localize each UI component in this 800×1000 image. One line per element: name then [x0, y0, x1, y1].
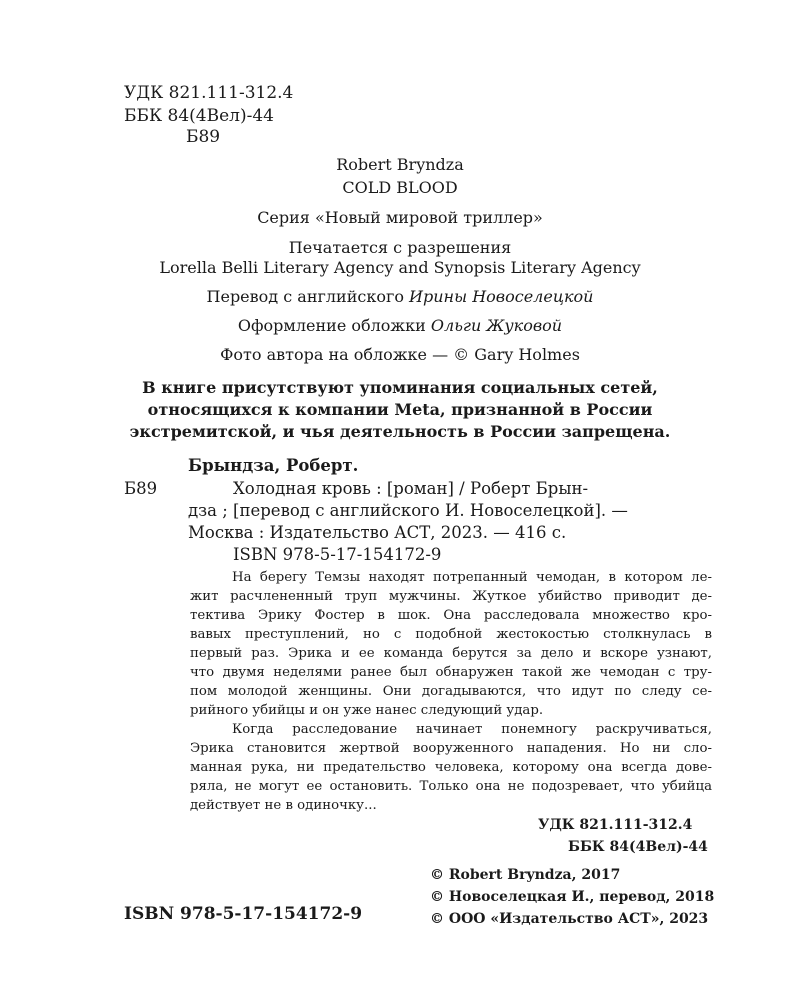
author-mark: Б89	[186, 127, 221, 147]
bbk-code: ББК 84(4Вел)-44	[124, 106, 274, 126]
annotation-line: действует не в одиночку...	[190, 798, 377, 813]
biblio-line-3: Москва : Издательство АСТ, 2023. — 416 с.	[188, 523, 567, 542]
permission-line-1: Печатается с разрешения	[288, 238, 512, 257]
copyright-line: © Новоселецкая И., перевод, 2018	[430, 889, 715, 905]
biblio-line-1: Холодная кровь : [роман] / Роберт Брын-	[233, 479, 589, 498]
photo-credit-line: Фото автора на обложке — © Gary Holmes	[220, 345, 580, 364]
annotation-line: первый раз. Эрика и ее команда берутся за дело и вскоре узнают,	[190, 646, 712, 661]
translation-line	[0, 286, 800, 307]
notice-line-2: относящихся к компании Meta, признанной в России	[147, 400, 653, 419]
biblio-line-2: дза ; [перевод с английского И. Новоселецкой]. —	[188, 501, 628, 520]
annotation-line: вавых преступлений, но с подобной жестокостью столкнулась в	[190, 627, 712, 642]
cover-prefix: Оформление обложки	[237, 316, 431, 335]
notice-line-1: В книге присутствуют упоминания социальных сетей,	[142, 378, 658, 397]
annotation-line: Эрика становится жертвой вооруженного нападения. Но ни сло-	[190, 741, 712, 756]
translator-name: Ирины Новоселецкой	[409, 287, 594, 306]
cover-designer-name: Ольги Жуковой	[430, 316, 563, 335]
biblio-isbn: ISBN 978-5-17-154172-9	[233, 545, 442, 564]
footer-udk: УДК 821.111-312.4	[538, 817, 693, 833]
title-en: COLD BLOOD	[342, 178, 458, 197]
permission-line-2: Lorella Belli Literary Agency and Synopsis Literary Agency	[159, 258, 641, 277]
annotation-line: что двумя неделями ранее был обнаружен такой же чемодан с тру-	[190, 665, 712, 680]
udk-code: УДК 821.111-312.4	[124, 83, 294, 103]
footer-isbn: ISBN 978-5-17-154172-9	[124, 904, 363, 924]
annotation-line: рийного убийцы и он уже нанес следующий удар.	[190, 703, 544, 718]
author-name-en: Robert Bryndza	[336, 155, 464, 174]
series-line: Серия «Новый мировой триллер»	[257, 208, 543, 227]
translation-prefix: Перевод с английского	[206, 287, 410, 306]
annotation-line: тектива Эрику Фостер в шок. Она расследовала множество кро-	[190, 608, 712, 623]
annotation-line: пом молодой женщины. Они догадываются, что идут по следу се-	[190, 684, 712, 699]
notice-line-3: экстремитской, и чья деятельность в России запрещена.	[129, 422, 671, 441]
copyright-line: © ООО «Издательство АСТ», 2023	[430, 911, 709, 927]
copyright-line: © Robert Bryndza, 2017	[430, 867, 621, 883]
annotation-line: Когда расследование начинает понемногу раскручиваться,	[232, 722, 712, 737]
biblio-code: Б89	[124, 479, 158, 498]
annotation-line: ряла, не могут ее остановить. Только она не подозревает, что убийца	[190, 779, 712, 794]
footer-bbk: ББК 84(4Вел)-44	[568, 839, 708, 855]
annotation-line: На берегу Темзы находят потрепанный чемодан, в котором ле-	[232, 570, 712, 585]
annotation-line: манная рука, ни предательство человека, которому она всегда дове-	[190, 760, 712, 775]
annotation-line: жит расчлененный труп мужчины. Жуткое убийство приводит де-	[190, 589, 712, 604]
biblio-heading: Брындза, Роберт.	[188, 456, 359, 475]
cover-design-line	[0, 315, 800, 336]
